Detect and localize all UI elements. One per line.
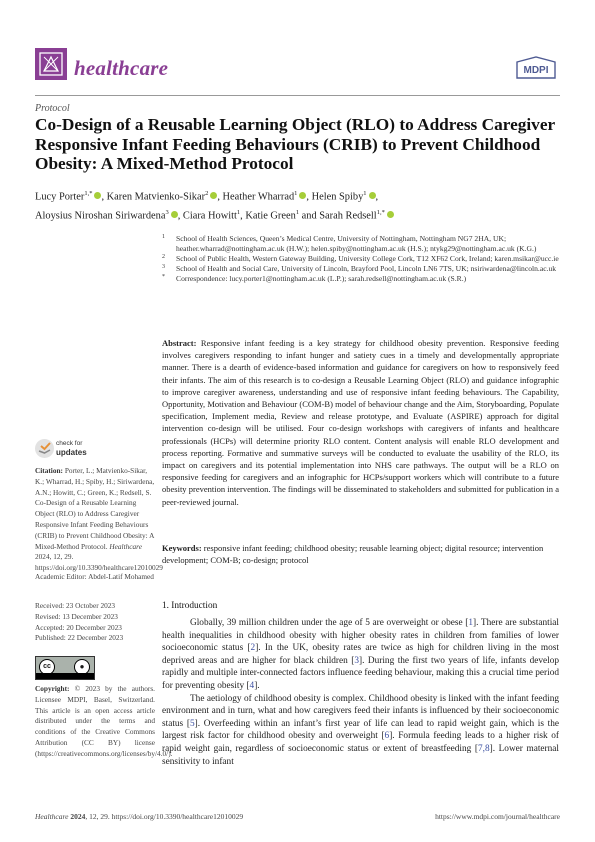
- abstract-label: Abstract:: [162, 338, 197, 348]
- author-name[interactable]: Helen Spiby: [311, 191, 364, 203]
- keywords-text: responsive infant feeding; childhood obesity; reusable learning object; digital resource; intervention development; COM-B; co-design; protocol: [162, 543, 544, 566]
- intro-paragraph-1: [162, 617, 559, 693]
- author-separator: and: [299, 210, 320, 222]
- date-row: [35, 612, 155, 623]
- paragraph-text: Globally, 39 million children under the age of 5 are overweight or obese [: [190, 618, 469, 628]
- author-separator: ,: [240, 210, 246, 222]
- author-affiliation-mark: 1: [295, 208, 300, 216]
- reference-link[interactable]: 4: [249, 680, 255, 691]
- affiliation-item: [162, 254, 562, 264]
- cc-by-license-badge[interactable]: [35, 656, 95, 680]
- author-separator: ,: [101, 191, 107, 203]
- abstract: [162, 337, 559, 508]
- footer-year: 2024: [70, 812, 86, 821]
- copyright-label: Copyright:: [35, 684, 70, 693]
- date-label: Accepted:: [35, 622, 67, 632]
- author-separator: ,: [306, 191, 312, 203]
- header-divider: [35, 95, 560, 96]
- footer-journal-url[interactable]: https://www.mdpi.com/journal/healthcare: [435, 812, 560, 821]
- copyright-text: © 2023 by the authors. Licensee MDPI, Basel, Switzerland. This article is an open access article distributed under the terms and conditions of the Creative Commons Attribution (CC BY) license (https://creativecommons.org/licenses/by/4.0/).: [35, 684, 173, 758]
- date-label: Revised:: [35, 611, 63, 621]
- affiliation-text: Correspondence: lucy.porter1@nottingham.ac.uk (L.P.); sarah.redsell@nottingham.ac.uk (S.R.): [176, 273, 467, 283]
- license-badge-bar: [36, 673, 94, 679]
- affiliation-number: 3: [162, 263, 165, 270]
- healthcare-logo-icon: [35, 48, 67, 80]
- author-affiliation-mark: 1: [294, 190, 298, 197]
- paragraph-text: ]. There are substantial health inequalities in childhood obesity with higher obesity rates in children from families of lower socioeconomic status [: [162, 618, 559, 654]
- citation-label: Citation:: [35, 466, 63, 475]
- check-updates-line1: check for: [56, 440, 83, 447]
- section-heading: 1. Introduction: [162, 601, 218, 611]
- date-value: 13 December 2023: [62, 611, 118, 621]
- affiliation-item: [162, 274, 562, 284]
- affiliations: [162, 234, 562, 284]
- date-label: Published:: [35, 633, 68, 643]
- date-value: 20 December 2023: [66, 622, 122, 632]
- academic-editor: [35, 572, 155, 583]
- affiliation-text: School of Health and Social Care, University of Lincoln, Brayford Pool, Lincoln LN6 7TS, UK; nsiriwardena@lincoln.ac.uk: [176, 263, 557, 273]
- mdpi-logo-text: MDPI: [523, 65, 549, 76]
- author-affiliation-mark: 2: [205, 190, 209, 197]
- affiliation-number: 1: [162, 234, 165, 240]
- reference-link[interactable]: 6: [384, 731, 390, 742]
- citation-journal: Healthcare: [109, 541, 142, 551]
- orcid-icon[interactable]: [171, 211, 178, 218]
- paragraph-text: ]. Lower maternal sensitivity to infant: [162, 743, 559, 767]
- editor-name: Abdel-Latif Mohamed: [88, 572, 154, 581]
- affiliation-text: School of Health Sciences, Queen’s Medical Centre, University of Nottingham, Nottingham NG7 2HA, UK; heather.wharrad@nottingham.ac.uk (H.W.); helen.spiby@nottingham.ac.uk (H.S.); ntykg29@nottingham.ac.uk (K.G.): [176, 234, 537, 253]
- affiliation-item: [162, 264, 562, 274]
- publication-dates: [35, 601, 155, 644]
- author-name[interactable]: Katie Green: [245, 210, 296, 222]
- reference-link[interactable]: 3: [354, 655, 360, 666]
- author-affiliation-mark: 1,*: [84, 190, 93, 197]
- paragraph-text: ]. During the first two years of life, infants develop rapidly and multiple inter-connected factors influence feeding behaviour, making this a crucial time period for preventing obesity [: [162, 655, 559, 691]
- author-list: [35, 186, 555, 224]
- date-value: 23 October 2023: [66, 601, 116, 610]
- affiliation-number: *: [162, 273, 165, 280]
- cc-icon: cc: [39, 659, 55, 675]
- paragraph-text: ]. Formula feeding leads to a higher risk of rapid weight gain, regardless of socioeconomic status or extent of breastfeeding [: [162, 731, 559, 754]
- citation-text: Porter, L.; Matvienko-Sikar, K.; Wharrad, H.; Spiby, H.; Siriwardena, A.N.; Howitt, C.; Green, K.; Redsell, S. Co-Design of a Reusable Learning Object (RLO) to Address Caregiver Responsive Infant Feeding Behaviours (CRIB) to Prevent Childhood Obesity: A Mixed-Method Protocol.: [35, 466, 155, 551]
- author-affiliation-mark: 3: [165, 208, 169, 216]
- author-affiliation-mark: 1: [363, 190, 367, 197]
- author-name[interactable]: Aloysius Niroshan Siriwardena: [35, 210, 166, 222]
- editor-label: Academic Editor:: [35, 572, 87, 581]
- citation-tail[interactable]: 2024, 12, 29. https://doi.org/10.3390/healthcare12010029: [35, 552, 163, 573]
- keywords-label: Keywords:: [162, 543, 202, 553]
- intro-paragraph-2: [162, 693, 559, 769]
- article-type: Protocol: [35, 103, 70, 114]
- paragraph-text: The aetiology of childhood obesity is complex. Childhood obesity is linked with the infant feeding environment and in turn, what and how caregivers feed their infants is influenced by their socioeconomic status [: [162, 693, 559, 729]
- affiliation-text: School of Public Health, Western Gateway Building, University College Cork, T12 XF62 Cork, Ireland; karen.msikar@ucc.ie: [176, 253, 559, 263]
- date-row: [35, 601, 155, 612]
- journal-name: healthcare: [74, 56, 169, 80]
- author-affiliation-mark: 1,*: [376, 208, 385, 216]
- copyright-notice: [35, 684, 173, 760]
- author-name[interactable]: Heather Wharrad: [222, 191, 295, 203]
- author-separator: ,: [217, 191, 223, 203]
- keywords: [162, 542, 559, 566]
- abstract-text: Responsive infant feeding is a key strategy for childhood obesity prevention. Responsive feeding involves caregivers responding to infant hunger and satiety cues in a timely and developmentally appropriate manner. There is a dearth of evidence-based information and guidance for caregivers on how to responsively feed their infants. The aim of this research is to co-design a Reusable Learning Object (RLO) and guidance infographic to improve caregiver awareness, understanding and use of responsive infant feeding behaviours. The Capability, Opportunity, Motivation and Behaviour (COM-B) model of behaviour change and the Aim, Storyboarding, Populate specification, Implement media, Review and release prototype, and Evaluate (ASPIRE) approach for digital intervention co-design will be utilised. Four co-design workshops with caregivers of infants and healthcare professionals (HCPs) will determine priority RLO content. Content analysis will enable RLO development and process reporting. Formative and summative surveys will be conducted to evaluate the usability of the RLO, its impact on caregivers and its potential implementation into NHS care pathways. The output will be a RLO on responsive feeding for caregivers and an infographic for HCPs/support workers which will contribute to a future obesity prevention intervention. The findings will be disseminated to stakeholders and submitted for publication in a peer-reviewed journal.: [162, 338, 560, 507]
- attribution-person-icon: ●: [74, 659, 90, 675]
- date-row: [35, 623, 155, 634]
- footer-journal: Healthcare: [35, 812, 69, 821]
- orcid-icon[interactable]: [369, 192, 376, 199]
- citation-block: [35, 466, 163, 574]
- footer-citation: [35, 812, 243, 821]
- author-name[interactable]: Ciara Howitt: [182, 210, 237, 222]
- introduction-body: [162, 617, 559, 768]
- date-label: Received:: [35, 601, 66, 610]
- check-updates-line2: updates: [56, 448, 87, 457]
- date-value: 22 December 2023: [67, 633, 124, 643]
- check-for-updates-button[interactable]: [35, 439, 95, 463]
- author-name[interactable]: Karen Matvienko-Sikar: [106, 191, 206, 203]
- date-row: [35, 633, 155, 644]
- reference-link[interactable]: 5: [189, 718, 195, 729]
- author-name[interactable]: Lucy Porter: [35, 191, 85, 203]
- reference-link[interactable]: 2: [250, 643, 256, 654]
- paragraph-text: ]. In the UK, obesity rates are twice as high for children living in the most deprived areas and are higher for black children [: [162, 643, 559, 666]
- article-title: Co-Design of a Reusable Learning Object (RLO) to Address Caregiver Responsive Infant Feeding Behaviours (CRIB) to Prevent Childhood Obesity: A Mixed-Method Protocol: [35, 115, 555, 173]
- author-name[interactable]: Sarah Redsell: [319, 210, 377, 222]
- author-separator: ,: [177, 210, 183, 222]
- orcid-icon[interactable]: [387, 211, 394, 218]
- mdpi-logo[interactable]: [515, 56, 557, 80]
- footer-doi[interactable]: , 12, 29. https://doi.org/10.3390/healthcare12010029: [85, 812, 244, 821]
- author-affiliation-mark: 1: [236, 208, 241, 216]
- check-updates-icon: [35, 439, 54, 458]
- affiliation-number: 2: [162, 253, 165, 260]
- affiliation-item: [162, 234, 562, 254]
- paragraph-text: ]. Overfeeding within an infant’s first year of life can lead to rapid weight gain, which is the largest risk factor for childhood obesity and overweight [: [162, 718, 559, 742]
- paragraph-text: ].: [254, 680, 260, 691]
- reference-link[interactable]: 7,8: [477, 743, 490, 754]
- author-separator: ,: [375, 191, 379, 203]
- reference-link[interactable]: 1: [468, 618, 473, 628]
